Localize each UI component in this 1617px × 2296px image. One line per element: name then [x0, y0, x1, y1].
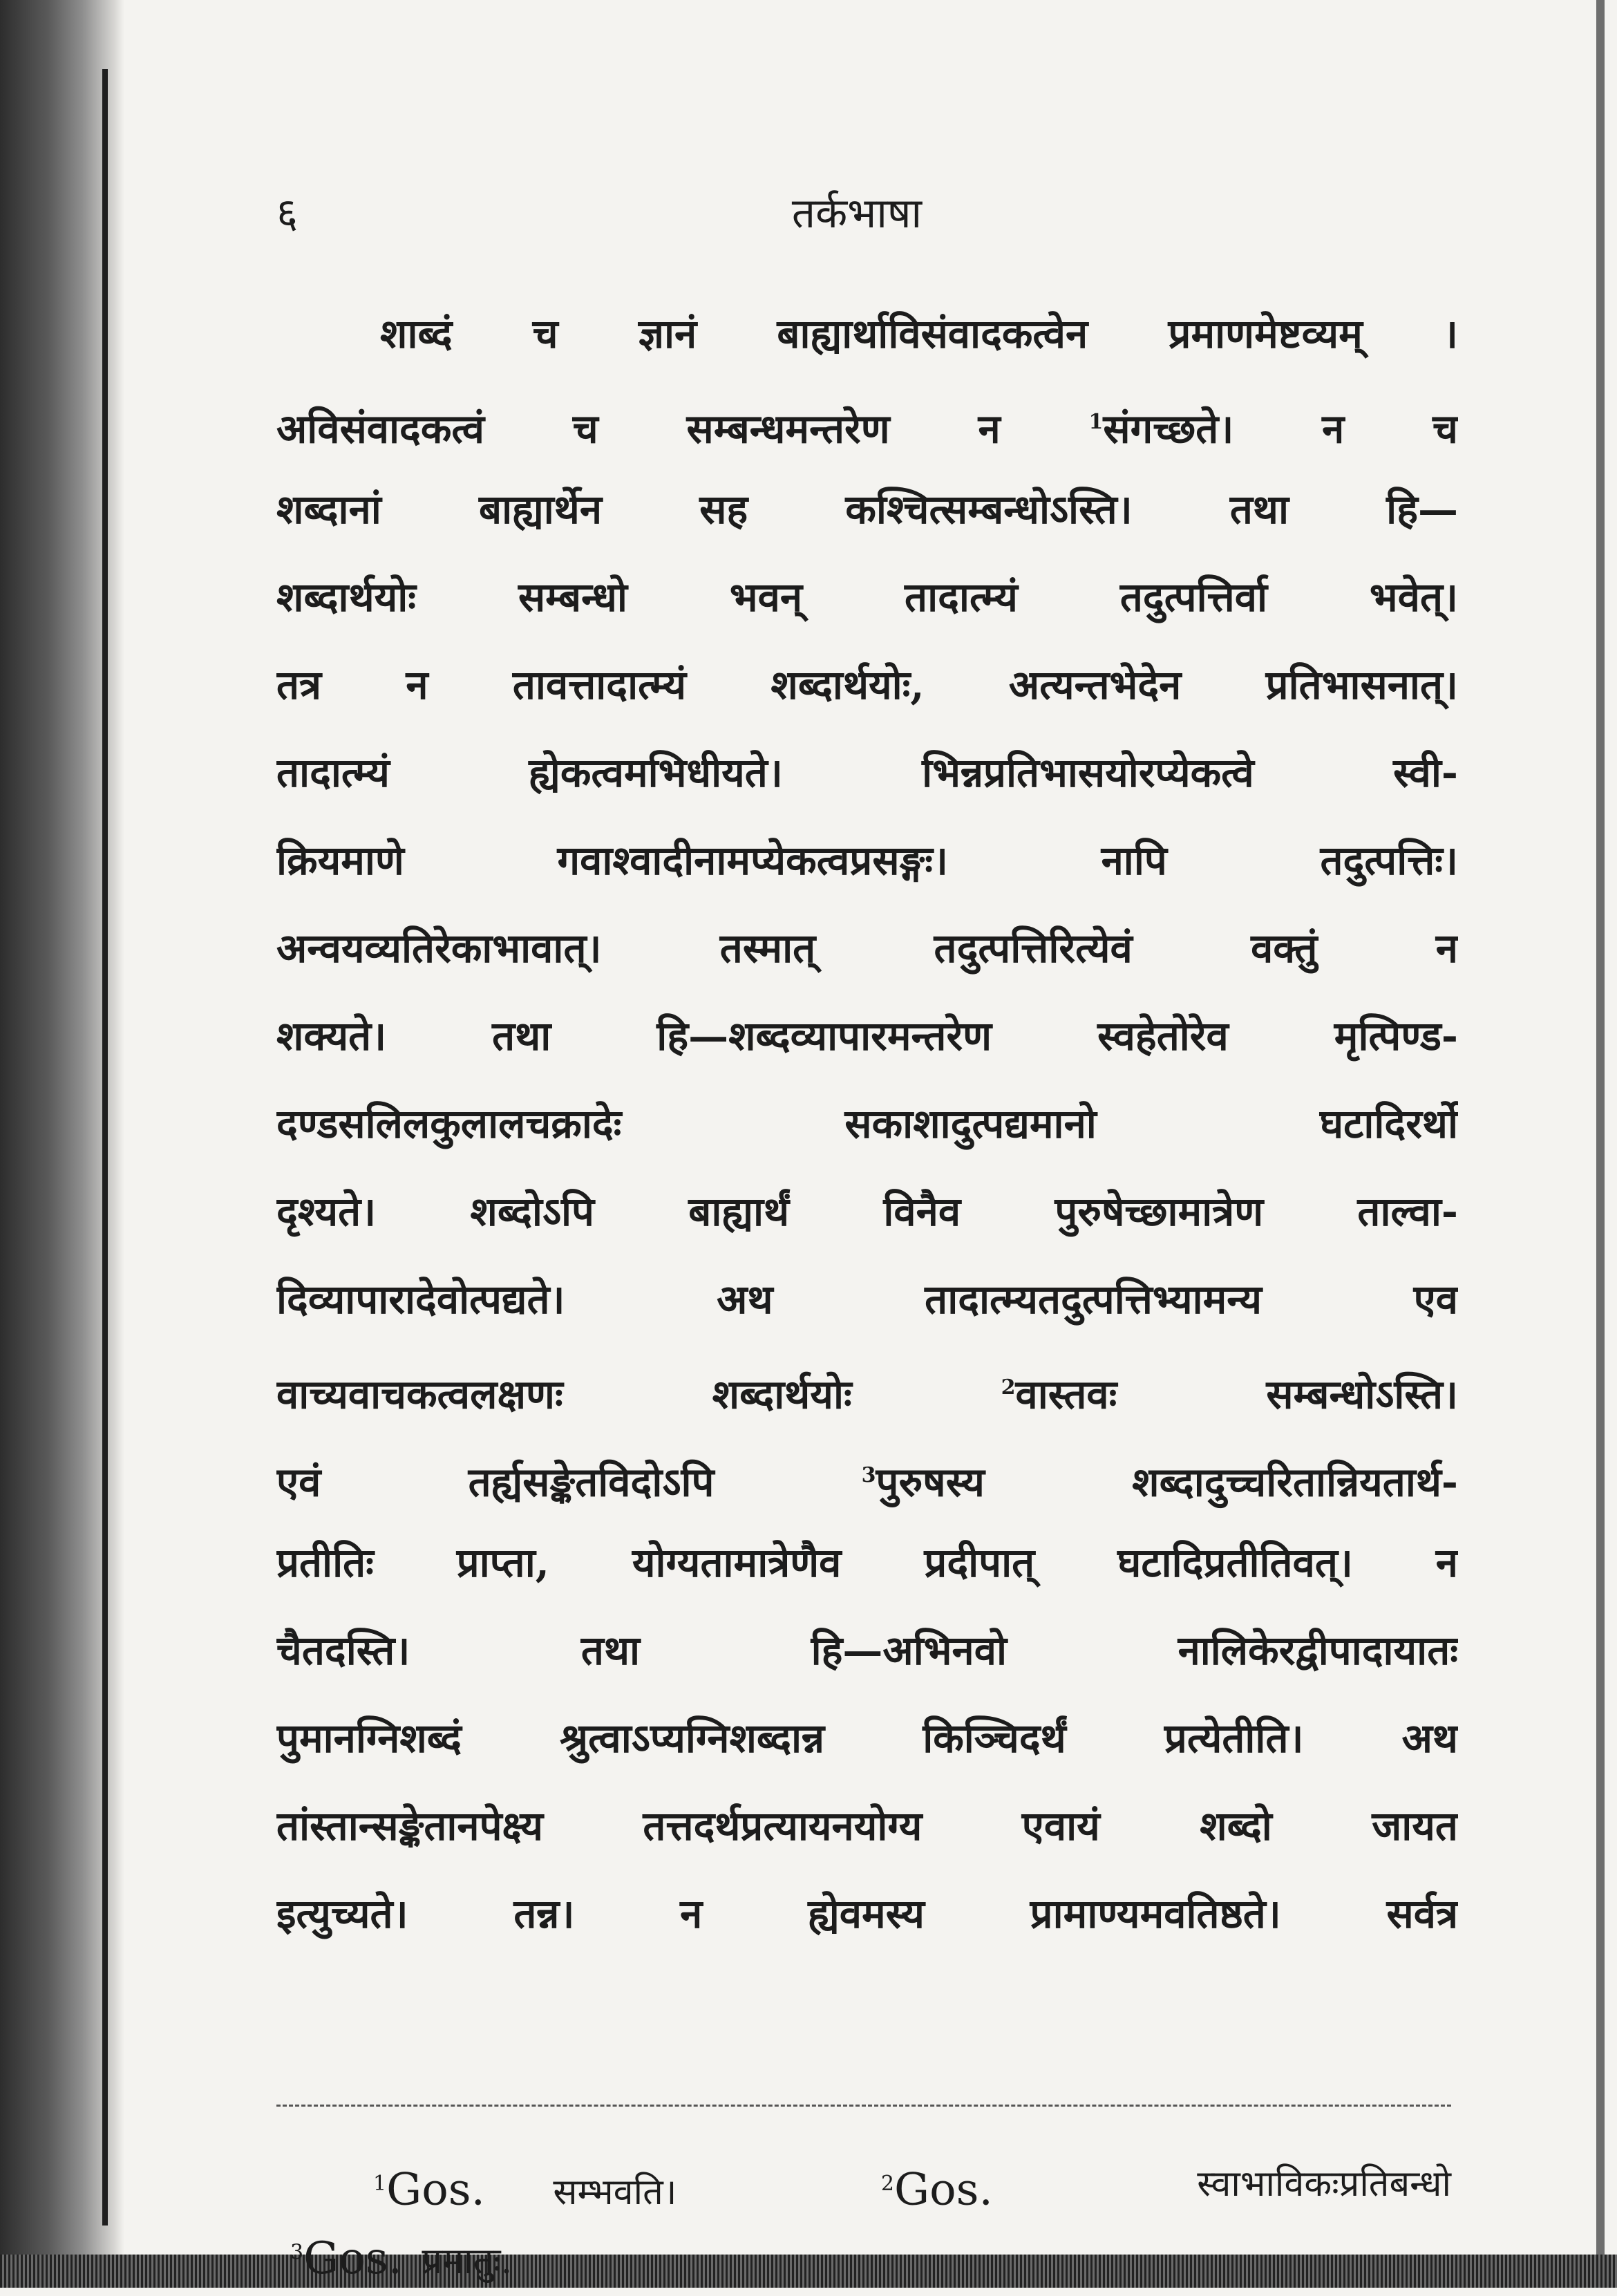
- footnote-2: [881, 2149, 993, 2219]
- page-number: ६: [276, 189, 299, 238]
- text-segment: दण्डसलिलकुलालचक्रादेः सकाशादुत्पद्यमानो घटादिरर्थो: [276, 1100, 1458, 1147]
- page-edge: [1596, 0, 1605, 2288]
- footnote-text: प्रमातुः.: [422, 2241, 513, 2283]
- text-segment: अन्वयव्यतिरेकाभावात्। तस्मात् तदुत्पत्तिरित्येवं वक्तुं न: [276, 925, 1458, 972]
- text-line: [276, 1870, 1458, 1958]
- text-line: [276, 378, 1458, 466]
- text-segment: तांस्तान्सङ्केतानपेक्ष्य तत्तदर्थप्रत्यायनयोग्य एवायं शब्दो जायत: [276, 1803, 1458, 1850]
- text-segment: वास्तवः सम्बन्धोऽस्ति।: [1015, 1371, 1458, 1418]
- text-segment: पुमानग्निशब्दं श्रुत्वाऽप्यग्निशब्दान्न किञ्चिदर्थं प्रत्येतीति। अथ: [276, 1715, 1458, 1762]
- text-segment: शाब्दं च ज्ञानं बाह्यार्थाविसंवादकत्वेन प्रमाणमेष्टव्यम् ।: [380, 310, 1458, 357]
- text-segment: शब्दानां बाह्यार्थेन सह कश्चित्सम्बन्धोऽस्ति। तथा हि—: [276, 486, 1458, 533]
- text-segment: संगच्छते। न च: [1103, 405, 1458, 453]
- footnote-mark: 3: [290, 2241, 304, 2265]
- footnotes: [276, 2149, 1451, 2288]
- text-segment: चैतदस्ति। तथा हि—अभिनवो नालिकेरद्वीपादायातः: [276, 1627, 1458, 1674]
- footnote-ref: 2: [1001, 1375, 1016, 1400]
- text-segment: तादात्म्यं ह्येकत्वमभिधीयते। भिन्नप्रतिभासयोरप्येकत्वे स्वी-: [276, 749, 1458, 796]
- text-line: [276, 992, 1458, 1080]
- text-line: [276, 1080, 1458, 1168]
- footnote-text: सम्भवति।: [553, 2172, 677, 2214]
- text-segment: शब्दार्थयोः सम्बन्धो भवन् तादात्म्यं तदुत्पत्तिर्वा भवेत्।: [276, 574, 1458, 621]
- text-segment: पुरुषस्य शब्दादुच्चरितान्नियतार्थ-: [876, 1458, 1458, 1506]
- footnote-line: [276, 2149, 1451, 2219]
- gutter-rule: [102, 69, 108, 2226]
- text-segment: दृश्यते। शब्दोऽपि बाह्यार्थं विनैव पुरुषेच्छामात्रेण ताल्वा-: [276, 1188, 1458, 1235]
- text-line: [276, 1782, 1458, 1870]
- text-segment: एवं तर्ह्यसङ्केतविदोऽपि: [276, 1458, 862, 1506]
- text-line: [276, 817, 1458, 905]
- footnote-1: [373, 2149, 677, 2219]
- text-segment: क्रियमाणे गवाश्वादीनामप्येकत्वप्रसङ्गः। नापि तदुत्पत्तिः।: [276, 837, 1458, 884]
- text-segment: शक्यते। तथा हि—शब्दव्यापारमन्तरेण स्वहेतोरेव मृत्पिण्ड-: [276, 1013, 1458, 1060]
- text-segment: प्रतीतिः प्राप्ता, योग्यतामात्रेणैव प्रदीपात् घटादिप्रतीतिवत्। न: [276, 1539, 1458, 1586]
- text-line: [276, 554, 1458, 641]
- text-line: [276, 641, 1458, 729]
- text-line: [276, 1168, 1458, 1256]
- text-line: [276, 1695, 1458, 1782]
- text-segment: इत्युच्यते। तन्न। न ह्येवमस्य प्रामाण्यमवतिष्ठते। सर्वत्र: [276, 1890, 1458, 1937]
- text-segment: दिव्यापारादेवोत्पद्यते। अथ तादात्म्यतदुत्पत्तिभ्यामन्य एव: [276, 1276, 1458, 1323]
- text-segment: वाच्यवाचकत्वलक्षणः शब्दार्थयोः: [276, 1371, 1001, 1418]
- text-line: [276, 290, 1458, 378]
- footnote-ref: 1: [1088, 410, 1104, 434]
- text-line: [276, 729, 1458, 817]
- footnote-line: [276, 2219, 1451, 2288]
- footnote-source: Gos.: [386, 2164, 485, 2216]
- text-segment: तत्र न तावत्तादात्म्यं शब्दार्थयोः, अत्यन्तभेदेन प्रतिभासनात्।: [276, 661, 1458, 708]
- text-line: [276, 1607, 1458, 1695]
- text-line: [276, 466, 1458, 554]
- footnote-mark: 1: [373, 2172, 387, 2196]
- text-line: [276, 1519, 1458, 1607]
- footnote-3: [290, 2233, 513, 2285]
- running-head: तर्कभाषा: [791, 189, 923, 238]
- footnote-source: Gos.: [893, 2164, 993, 2216]
- main-text: [276, 290, 1458, 1958]
- footnote-mark: 2: [880, 2172, 894, 2196]
- footnote-text: स्वाभाविकःप्रतिबन्धो: [1197, 2163, 1451, 2205]
- footnote-source: Gos.: [303, 2233, 402, 2285]
- text-line: [276, 1344, 1458, 1431]
- page-header: [276, 176, 1437, 245]
- footnote-ref: 3: [861, 1463, 876, 1487]
- footnote-rule: [276, 2105, 1451, 2107]
- text-line: [276, 1256, 1458, 1344]
- text-line: [276, 1431, 1458, 1519]
- text-line: [276, 905, 1458, 992]
- text-segment: अविसंवादकत्वं च सम्बन्धमन्तरेण न: [276, 405, 1089, 453]
